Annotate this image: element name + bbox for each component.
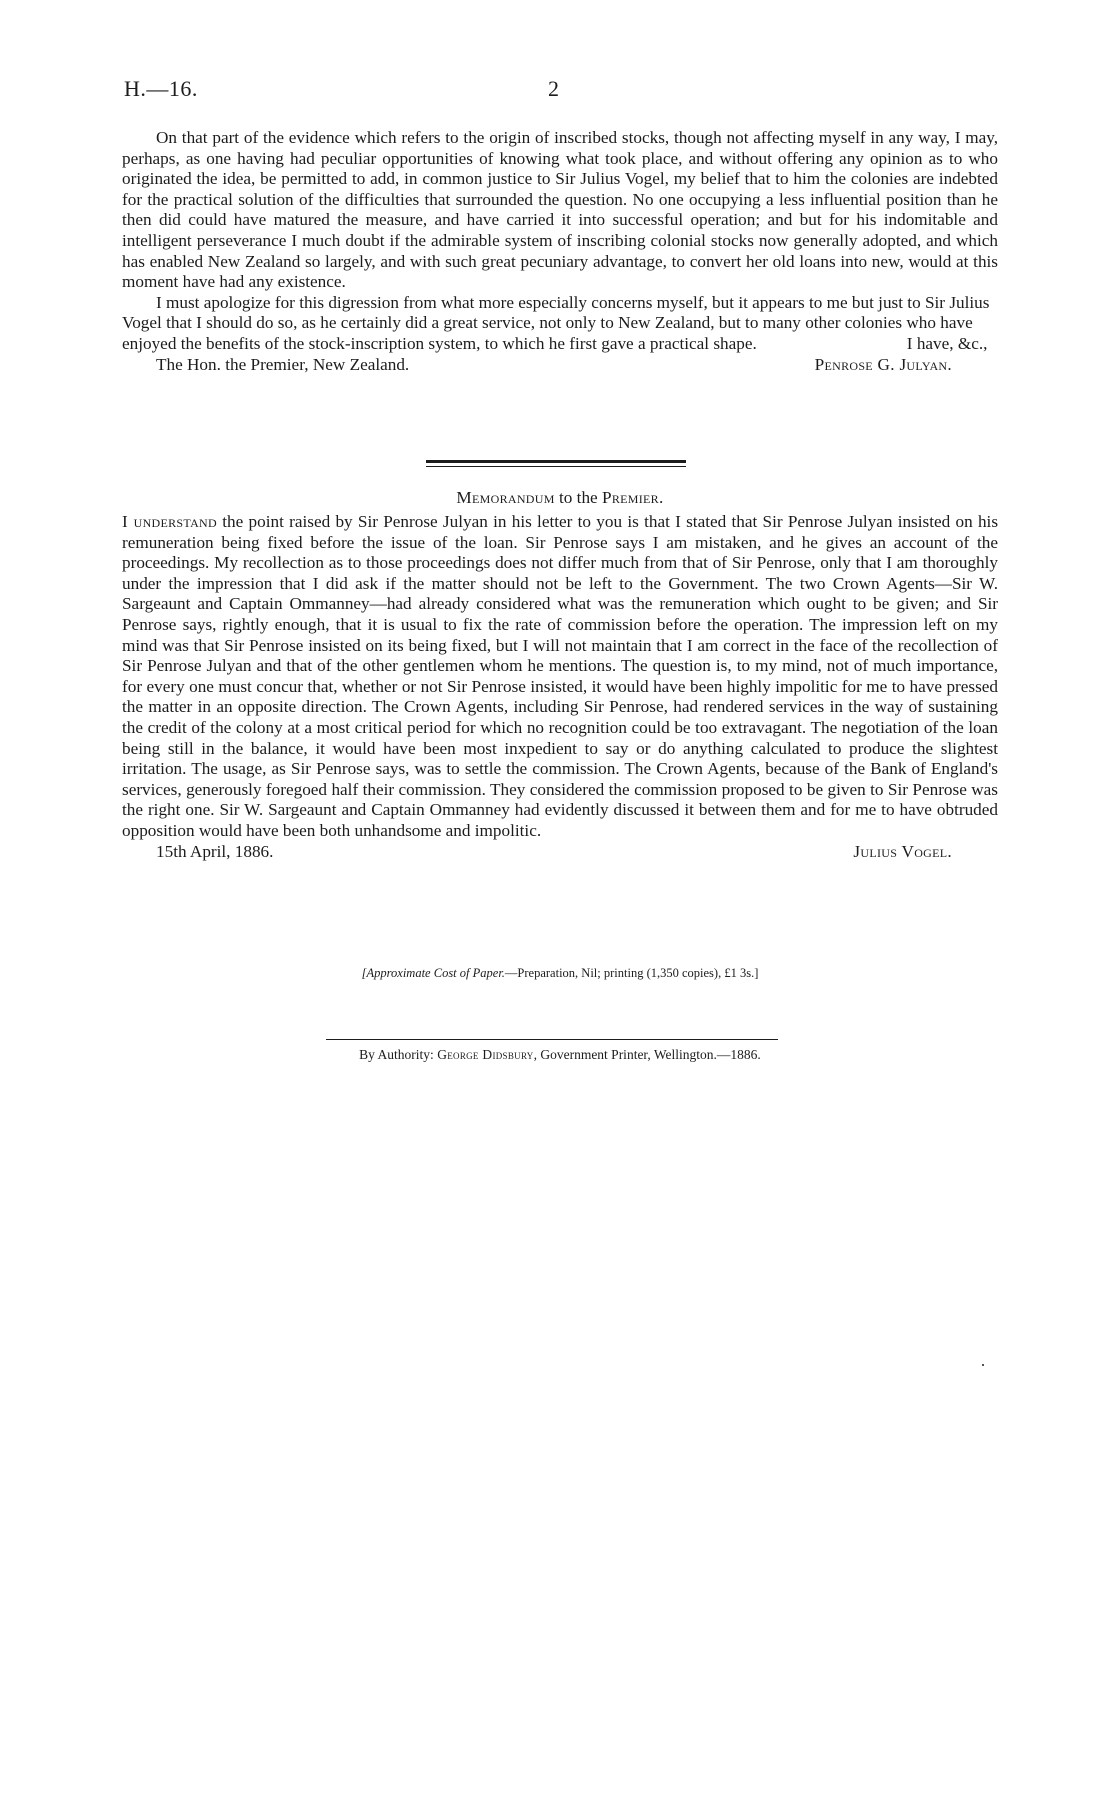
footnote-text: —Preparation, Nil; printing (1,350 copies), £1 3s.] <box>504 966 759 980</box>
cost-footnote <box>122 966 998 981</box>
memo-section <box>122 512 998 862</box>
memo-title-word: Memorandum <box>456 488 555 507</box>
letter-addressee: The Hon. the Premier, New Zealand. <box>156 354 410 374</box>
memo-body-text: the point raised by Sir Penrose Julyan in his letter to you is that I stated that Sir Penrose Julyan insisted on his remuneration being fixed before the issue of the loan. Sir Penrose says I am mistaken, and he gives an account of the proceedings. My recollection as to those proceedings does not differ much from that of Sir Penrose, only that I am thoroughly under the impression that I did ask if the matter should not be left to the Government. The two Crown Agents—Sir W. Sargeaunt and Captain Ommanney—had already considered what was the remuneration which ought to be given; and Sir Penrose says, rightly enough, that it is usual to fix the rate of commission before the operation. The impression left on my mind was that Sir Penrose insisted on its being fixed, but I will not maintain that I am correct in the face of the recollection of Sir Penrose Julyan and that of the other gentlemen whom he mentions. The question is, to my mind, not of much importance, for every one must concur that, whether or not Sir Penrose insisted, it would have been highly impolitic for me to have pressed the matter in an opposite direction. The Crown Agents, including Sir Penrose, had rendered services in the way of sustaining the credit of the colony at a most critical period for which no recognition could be too extravagant. The negotiation of the loan being still in the balance, it would have been most inxpedient to say or do anything calculated to produce the slightest irritation. The usage, as Sir Penrose says, was to settle the commission. The Crown Agents, because of the Bank of England's services, generously foregoed half their commission. They considered the commission proposed to be given to Sir Penrose was the right one. Sir W. Sargeaunt and Captain Ommanney had evidently discussed it between them and for me to have obtruded opposition would have been both unhandsome and impolitic. <box>122 512 999 840</box>
memo-signature-line <box>122 842 998 863</box>
document-reference: H.—16. <box>124 76 198 101</box>
letter-section <box>122 128 998 375</box>
letter-paragraph: On that part of the evidence which refers to the origin of inscribed stocks, though not affecting myself in any way, I may, perhaps, as one having had peculiar opportunities of knowing what took place, and without offering any opinion as to who originated the idea, be permitted to add, in common justice to Sir Julius Vogel, my belief that to him the colonies are indebted for the practical solution of the difficulties that surrounded the question. No one occupying a less influential position than he then did could have matured the measure, and have carried it into successful operation; and but for his indomitable and intelligent perseverance I much doubt if the admirable system of inscribing colonial stocks now generally adopted, and which has enabled New Zealand so largely, and with such great pecuniary advantage, to convert her old loans into new, would at this moment have had any existence. <box>122 128 998 292</box>
memo-body <box>122 512 998 842</box>
memo-title <box>122 488 998 508</box>
section-divider <box>426 460 686 463</box>
memo-signature: Julius Vogel. <box>853 841 952 861</box>
page-number: 2 <box>548 76 559 101</box>
letter-paragraph-text: I must apologize for this digression from what more especially concerns myself, but it appears to me but just to Sir Julius Vogel that I should do so, as he certainly did a great service, not only to New Zealand, but to many other colonies who have enjoyed the benefits of the stock-inscription system, to which he first gave a practical shape. <box>122 292 990 353</box>
memo-date: 15th April, 1886. <box>156 841 274 861</box>
memo-title-word: to the <box>559 488 598 507</box>
imprint-printer: George Didsbury <box>437 1047 534 1062</box>
footnote-label: [Approximate Cost of Paper. <box>361 966 505 980</box>
letter-signature: Penrose G. Julyan. <box>814 354 952 374</box>
letter-closing: I have, &c., <box>906 333 988 353</box>
memo-title-word: Premier. <box>601 488 664 507</box>
printer-imprint <box>122 1047 998 1063</box>
imprint-suffix: , Government Printer, Wellington.—1886. <box>533 1047 761 1062</box>
letter-paragraph <box>122 293 998 355</box>
page-header <box>124 76 994 106</box>
imprint-prefix: By Authority: <box>359 1047 434 1062</box>
letter-signature-line <box>122 355 998 376</box>
memo-lead-words: I understand <box>122 512 217 531</box>
paper-speck <box>982 1364 984 1366</box>
imprint-divider <box>326 1039 778 1040</box>
